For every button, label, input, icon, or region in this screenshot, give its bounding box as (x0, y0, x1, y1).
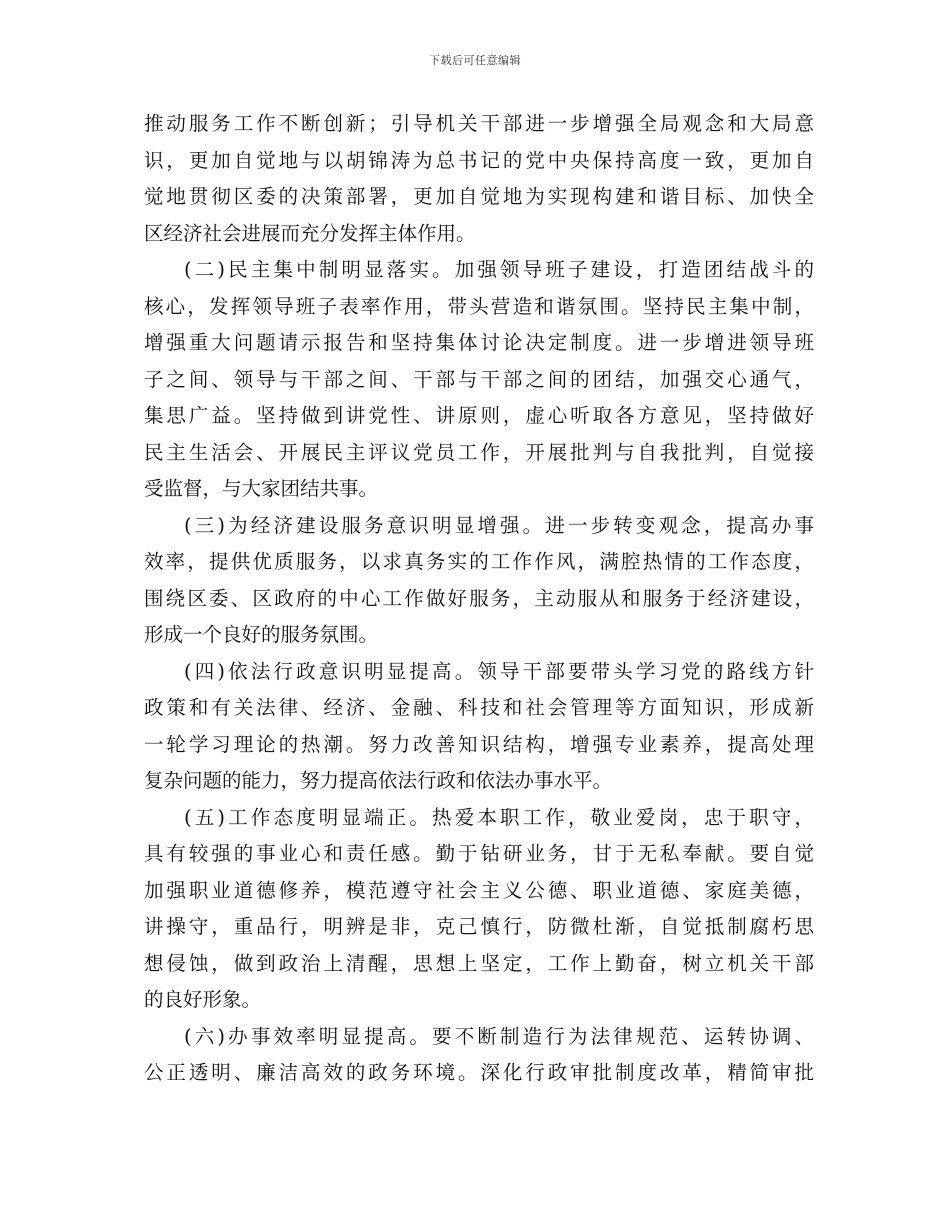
paragraph (144, 800, 814, 1019)
paragraph-line: 民主生活会、开展民主评议党员工作，开展批判与自我批判，自觉接 (144, 440, 814, 464)
paragraph (144, 654, 814, 800)
paragraph-line: 觉地贯彻区委的决策部署，更加自觉地为实现构建和谐目标、加快全 (144, 185, 814, 208)
paragraph (144, 106, 814, 252)
paragraph-line: 围绕区委、区政府的中心工作做好服务，主动服从和服务于经济建设， (144, 586, 814, 610)
paragraph-line: 一轮学习理论的热潮。努力改善知识结构，增强专业素养，提高处理 (144, 732, 814, 756)
paragraph-line: 受监督，与大家团结共事。 (144, 477, 379, 500)
paragraph-line: (五)工作态度明显端正。热爱本职工作，敬业爱岗，忠于职守， (184, 805, 814, 829)
paragraph-line: 具有较强的事业心和责任感。勤于钻研业务，甘于无私奉献。要自觉 (144, 842, 814, 865)
page-header: 下载后可任意编辑 (429, 54, 521, 67)
paragraph-line: 子之间、领导与干部之间、干部与干部之间的团结，加强交心通气， (144, 367, 814, 391)
paragraph-line: 核心，发挥领导班子表率作用，带头营造和谐氛围。坚持民主集中制， (144, 294, 814, 318)
paragraph (144, 252, 814, 508)
paragraph-line: 识，更加自觉地与以胡锦涛为总书记的党中央保持高度一致，更加自 (144, 148, 814, 172)
paragraph-line: 公正透明、廉洁高效的政务环境。深化行政审批制度改革，精简审批 (144, 1061, 814, 1084)
paragraph-line: (六)办事效率明显提高。要不断制造行为法律规范、运转协调、 (184, 1024, 814, 1048)
paragraph-line: 加强职业道德修养，模范遵守社会主义公德、职业道德、家庭美德， (144, 878, 814, 902)
paragraph-line: 集思广益。坚持做到讲党性、讲原则，虚心听取各方意见，坚持做好 (144, 404, 814, 427)
paragraph-line: 推动服务工作不断创新；引导机关干部进一步增强全局观念和大局意 (144, 112, 814, 135)
paragraph-line: 形成一个良好的服务氛围。 (144, 623, 379, 646)
paragraph-line: (三)为经济建设服务意识明显增强。进一步转变观念，提高办事 (184, 513, 814, 537)
paragraph-line: 想侵蚀，做到政治上清醒，思想上坚定，工作上勤奋，树立机关干部 (144, 951, 814, 975)
paragraph (144, 508, 814, 654)
paragraph-line: (二)民主集中制明显落实。加强领导班子建设，打造团结战斗的 (184, 258, 814, 281)
paragraph-line: 增强重大问题请示报告和坚持集体讨论决定制度。进一步增进领导班 (144, 331, 814, 354)
document-body (144, 106, 814, 1092)
paragraph (144, 1019, 814, 1092)
paragraph-line: 讲操守，重品行，明辨是非，克己慎行，防微杜渐，自觉抵制腐朽思 (144, 915, 814, 938)
paragraph-line: 效率，提供优质服务，以求真务实的工作作风，满腔热情的工作态度， (144, 550, 814, 573)
paragraph-line: 的良好形象。 (144, 988, 262, 1011)
paragraph-line: 政策和有关法律、经济、金融、科技和社会管理等方面知识，形成新 (144, 696, 814, 719)
paragraph-line: (四)依法行政意识明显提高。领导干部要带头学习党的路线方针 (184, 659, 814, 683)
paragraph-line: 区经济社会进展而充分发挥主体作用。 (144, 221, 476, 245)
paragraph-line: 复杂问题的能力，努力提高依法行政和依法办事水平。 (144, 769, 613, 792)
